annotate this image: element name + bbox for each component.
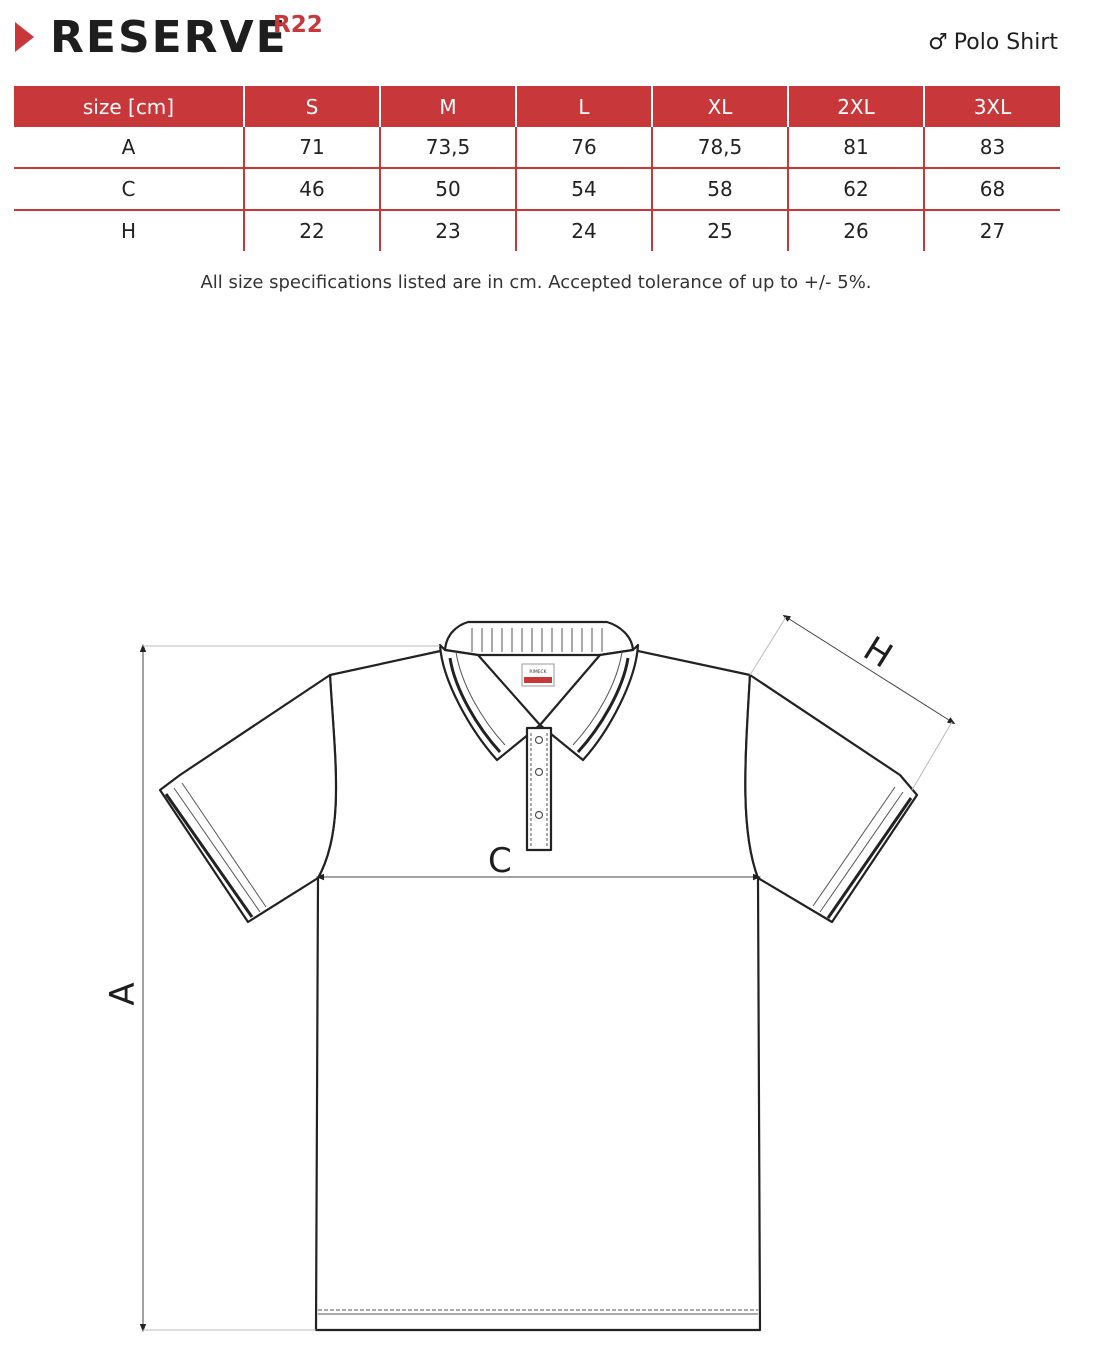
tolerance-note: All size specifications listed are in cm. Accepted tolerance of up to +/- 5%.: [200, 272, 872, 293]
table-cell: 50: [380, 168, 516, 210]
table-cell: H: [14, 210, 244, 251]
header-cell: size [cm]: [14, 86, 244, 127]
table-cell: 46: [244, 168, 380, 210]
title-triangle-icon: [15, 22, 34, 52]
header-cell: 2XL: [788, 86, 924, 127]
right-sleeve: [745, 675, 917, 922]
brand-tag: [522, 664, 554, 686]
table-cell: 76: [516, 127, 652, 168]
table-cell: 73,5: [380, 127, 516, 168]
button-icon: [536, 737, 543, 744]
collar-back: [445, 622, 633, 655]
table-row: [14, 168, 1060, 210]
header-cell: L: [516, 86, 652, 127]
label-h: H: [856, 628, 900, 677]
header-cell: S: [244, 86, 380, 127]
table-cell: 54: [516, 168, 652, 210]
product-type: [928, 30, 1058, 55]
table-cell: 22: [244, 210, 380, 251]
table-row: [14, 127, 1060, 168]
table-cell: 24: [516, 210, 652, 251]
product-code: R22: [273, 12, 323, 38]
table-cell: 83: [924, 127, 1060, 168]
table-cell: 58: [652, 168, 788, 210]
button-icon: [536, 769, 543, 776]
button-icon: [536, 812, 543, 819]
brand-tag-text: RIMECK: [529, 670, 547, 675]
table-cell: 78,5: [652, 127, 788, 168]
table-cell: 62: [788, 168, 924, 210]
table-cell: 81: [788, 127, 924, 168]
size-table-header-row: [14, 86, 1060, 127]
table-row: [14, 210, 1060, 251]
male-icon: ♂: [928, 30, 948, 55]
left-sleeve: [160, 675, 336, 922]
table-cell: A: [121, 135, 136, 159]
table-cell: 68: [924, 168, 1060, 210]
label-c: C: [488, 841, 512, 881]
table-cell: 27: [924, 210, 1060, 251]
product-type-label: Polo Shirt: [953, 30, 1058, 55]
size-table: [14, 86, 1060, 251]
table-cell: C: [14, 168, 244, 210]
table-cell: 23: [380, 210, 516, 251]
label-a: A: [103, 982, 143, 1006]
header-cell: 3XL: [924, 86, 1060, 127]
table-cell: 71: [244, 127, 380, 168]
header-cell: XL: [652, 86, 788, 127]
product-title: RESERVE: [50, 12, 288, 63]
header-cell: M: [380, 86, 516, 127]
table-cell: 26: [788, 210, 924, 251]
table-cell: 25: [652, 210, 788, 251]
polo-shirt-diagram: [0, 560, 1106, 1340]
